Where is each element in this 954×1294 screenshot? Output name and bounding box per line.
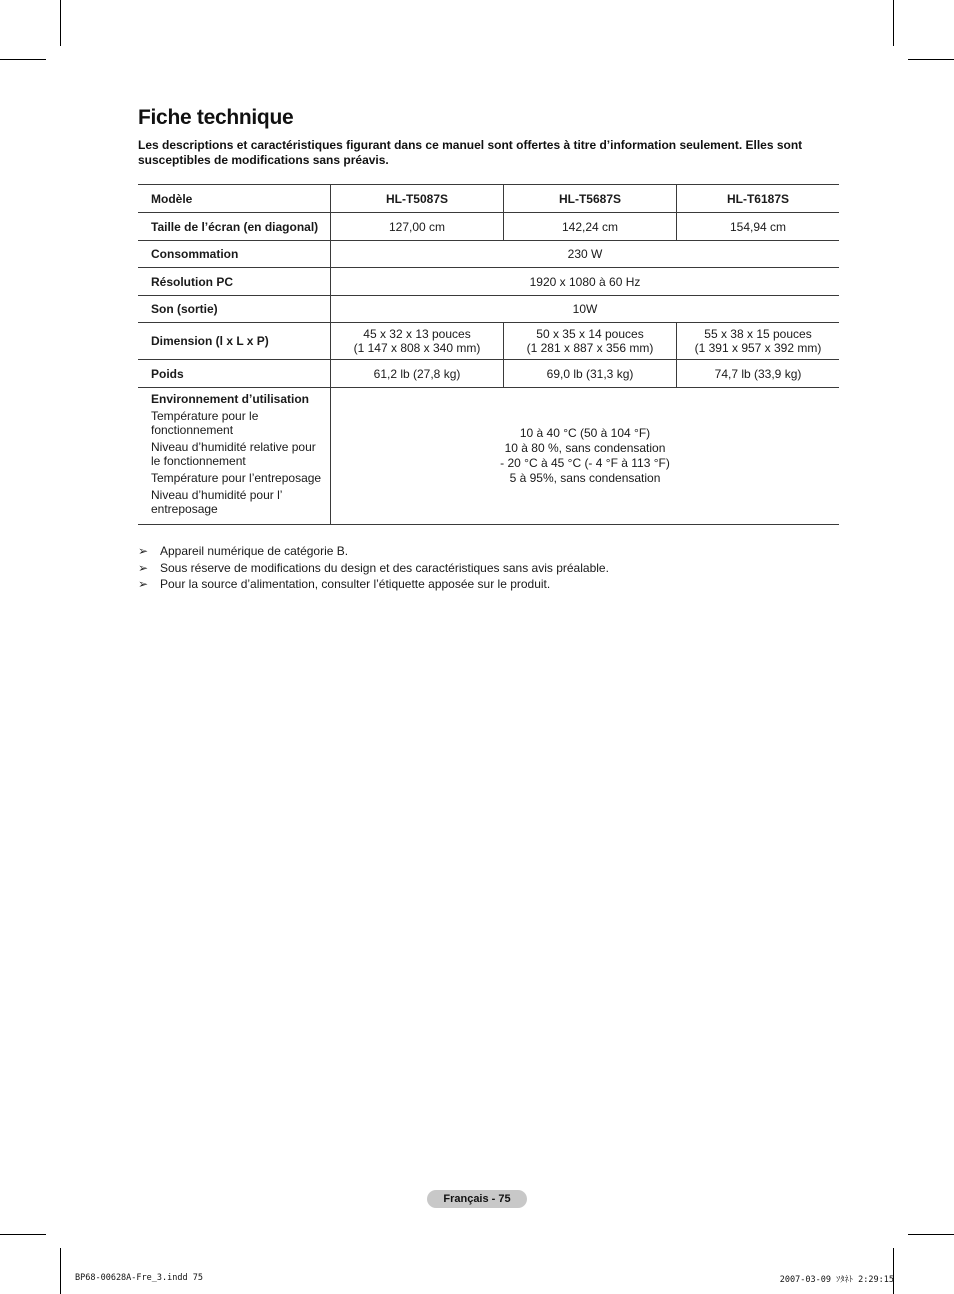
table-row-pc-resolution [138, 268, 839, 296]
table-row-model [138, 185, 839, 213]
dimension-mm: (1 391 x 957 x 392 mm) [694, 341, 822, 355]
table-cell [331, 323, 504, 360]
model-header: HL-T6187S [677, 185, 840, 213]
row-label: Dimension (l x L x P) [138, 323, 331, 360]
notes-list [138, 543, 838, 593]
model-header: HL-T5087S [331, 185, 504, 213]
dimension-inches: 45 x 32 x 13 pouces [363, 327, 471, 341]
table-cell: 154,94 cm [677, 213, 840, 241]
table-cell [504, 323, 677, 360]
environment-item: Température pour l’entreposage [151, 471, 322, 485]
row-label [138, 388, 331, 525]
table-cell: 69,0 lb (31,3 kg) [504, 360, 677, 388]
intro-paragraph: Les descriptions et caractéristiques figurant dans ce manuel sont offertes à titre d’information seulement. Elles sont susceptibles de modifications sans préavis. [138, 138, 803, 167]
environment-value: 5 à 95%, sans condensation [509, 471, 661, 485]
arrow-bullet-icon: ➢ [138, 544, 149, 559]
dimension-inches: 50 x 35 x 14 pouces [536, 327, 644, 341]
arrow-bullet-icon: ➢ [138, 577, 149, 592]
environment-item: Niveau d’humidité relative pour le fonctionnement [151, 440, 316, 468]
environment-value: 10 à 40 °C (50 à 104 °F) [519, 426, 651, 440]
crop-mark [60, 0, 61, 46]
table-cell: 61,2 lb (27,8 kg) [331, 360, 504, 388]
crop-mark [893, 0, 894, 46]
crop-mark [908, 59, 954, 60]
environment-value: 10 à 80 %, sans condensation [504, 441, 666, 455]
table-row-weight [138, 360, 839, 388]
table-row-power [138, 241, 839, 268]
crop-mark [893, 1248, 894, 1294]
list-item [138, 576, 838, 593]
row-label: Poids [138, 360, 331, 388]
file-slug: BP68-00628A-Fre_3.indd 75 [75, 1273, 203, 1283]
table-cell [677, 323, 840, 360]
print-timestamp: 2007-03-09 ｿﾀﾈﾄ 2:29:15 [779, 1275, 894, 1285]
page-number-badge: Français - 75 [427, 1190, 527, 1208]
note-text: Appareil numérique de catégorie B. [160, 544, 349, 559]
table-cell: 74,7 lb (33,9 kg) [677, 360, 840, 388]
crop-mark [908, 1234, 954, 1235]
table-cell [331, 388, 840, 525]
table-cell: 1920 x 1080 à 60 Hz [331, 268, 840, 296]
list-item [138, 560, 838, 577]
page-title: Fiche technique [138, 106, 294, 129]
table-cell: 142,24 cm [504, 213, 677, 241]
crop-mark [0, 1234, 46, 1235]
table-row-dimension [138, 323, 839, 360]
row-label: Résolution PC [138, 268, 331, 296]
row-label: Modèle [138, 185, 331, 213]
table-row-screen-size [138, 213, 839, 241]
row-label: Son (sortie) [138, 296, 331, 323]
table-row-environment [138, 388, 839, 525]
spec-table [138, 184, 839, 525]
list-item [138, 543, 838, 560]
crop-mark [60, 1248, 61, 1294]
table-cell: 127,00 cm [331, 213, 504, 241]
table-cell: 10W [331, 296, 840, 323]
table-cell: 230 W [331, 241, 840, 268]
row-label: Taille de l’écran (en diagonal) [138, 213, 331, 241]
note-text: Sous réserve de modifications du design et des caractéristiques sans avis préalable. [160, 560, 609, 575]
note-text: Pour la source d’alimentation, consulter l’étiquette apposée sur le produit. [160, 577, 551, 592]
dimension-mm: (1 147 x 808 x 340 mm) [353, 341, 481, 355]
arrow-bullet-icon: ➢ [138, 560, 149, 575]
crop-mark [0, 59, 46, 60]
model-header: HL-T5687S [504, 185, 677, 213]
environment-title: Environnement d’utilisation [151, 392, 310, 406]
dimension-mm: (1 281 x 887 x 356 mm) [526, 341, 654, 355]
environment-item: Niveau d’humidité pour l’ entreposage [151, 488, 282, 516]
environment-item: Température pour le fonctionnement [151, 409, 259, 437]
table-row-sound [138, 296, 839, 323]
dimension-inches: 55 x 38 x 15 pouces [704, 327, 812, 341]
environment-value: - 20 °C à 45 °C (- 4 °F à 113 °F) [500, 456, 670, 470]
row-label: Consommation [138, 241, 331, 268]
